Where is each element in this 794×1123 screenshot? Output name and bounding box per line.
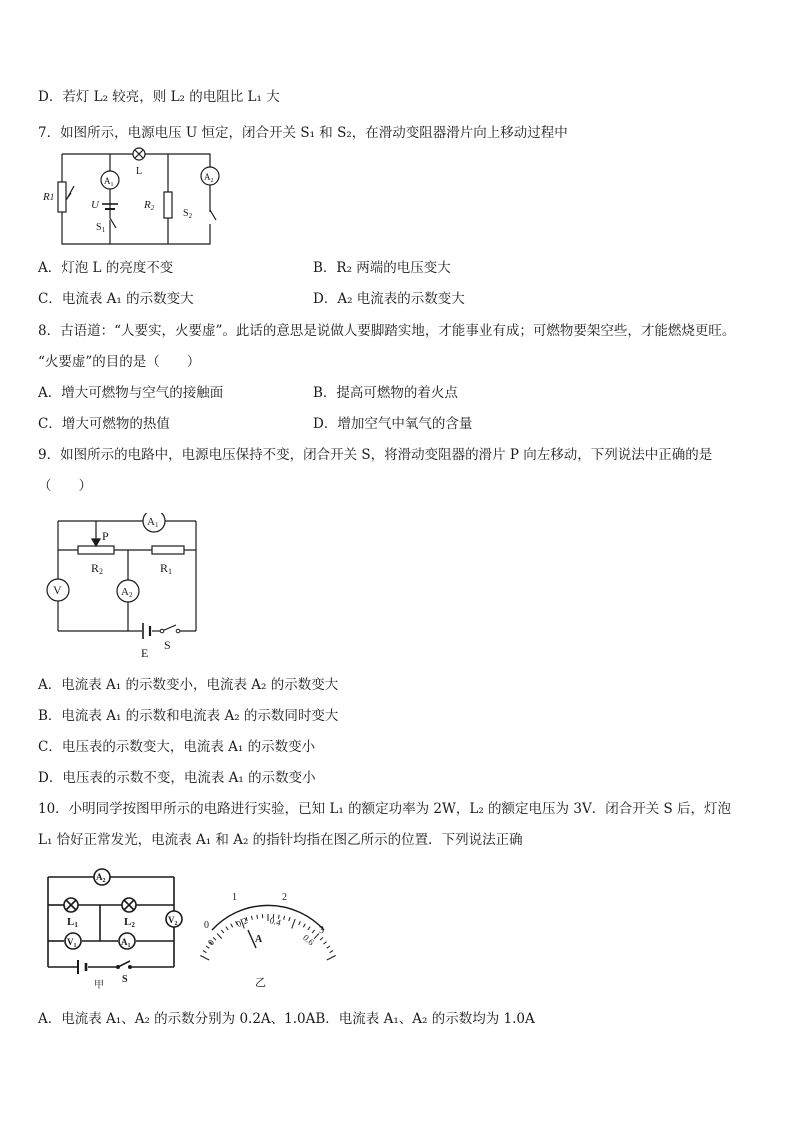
q7-s2-label: $S_2$ [183,208,193,220]
dial-tick [324,942,327,945]
dial-tick [203,951,206,953]
dial-tick [320,937,323,940]
dial-tick [289,917,290,921]
q10-stem-line2: L₁ 恰好正常发光，电流表 A₁ 和 A₂ 的指针均指在图乙所示的位置．下列说法正确 [38,832,523,848]
dial-top-0: 1 [232,892,237,903]
dial-tick [308,927,310,930]
dial-bottom-0: 0 [205,937,217,948]
dial-tick [226,927,228,930]
q7-s1-label: $S_1$ [96,222,106,234]
dial-tick [251,916,252,920]
dial-tick [231,924,233,928]
q8-stem-line2: “火要虚”的目的是（ ） [38,354,201,370]
q9-a1-label: A1 [147,516,159,529]
q10-v2-label: $V_2$ [168,915,178,927]
q10-fig-yi-caption: 乙 [255,977,266,989]
q8-option-d: D．增加空气中氧气的含量 [313,416,473,432]
q9-option-d: D．电压表的示数不变，电流表 A₁ 的示数变小 [38,770,316,786]
q10-ammeter-figure-yi [198,886,338,991]
q10-v1-label: $V_1$ [67,937,77,949]
dial-tick [312,930,315,933]
dial-bottom-04: 0.4 [268,915,283,928]
q7-option-a: A．灯泡 L 的亮度不变 [38,260,174,276]
q7-r1-label: R1 [43,191,55,203]
q10-s-label: S [122,974,128,985]
dial-bottom-02: 0.2 [234,915,250,930]
q9-r2-label: R2 [91,561,104,576]
q7-r2-label: R2 [144,199,155,212]
q7-option-c: C．电流表 A₁ 的示数变大 [38,291,194,307]
q9-option-a: A．电流表 A₁ 的示数变小，电流表 A₂ 的示数变大 [38,677,339,693]
q10-a2-label: $A_2$ [96,872,106,884]
dial-tick [284,916,285,920]
q6-option-d: D．若灯 L₂ 较亮，则 L₂ 的电阻比 L₁ 大 [38,89,280,105]
q7-a2-label: $A_2$ [204,172,214,184]
dial-unit: A [255,934,263,945]
dial-tick [200,956,209,961]
q9-a2-label: A2 [121,586,133,599]
dial-tick [206,946,209,948]
dial-top-zero: 0 [204,920,209,931]
q9-option-b: B．电流表 A₁ 的示数和电流表 A₂ 的示数同时变大 [38,708,339,724]
dial-tick [299,921,301,925]
q9-v-label: V [53,583,62,597]
q8-option-b: B．提高可燃物的着火点 [313,385,458,401]
q9-r1-label: R1 [160,561,173,576]
dial-tick [221,930,224,933]
q7-u-label: U [91,199,99,211]
q8-option-a: A．增大可燃物与空气的接触面 [38,385,224,401]
q7-option-b: B．R₂ 两端的电压变大 [313,260,451,276]
q10-option-a-b: A．电流表 A₁、A₂ 的示数分别为 0.2A、1.0AB．电流表 A₁、A₂ 的示数均为 1.0A [38,1011,535,1027]
q9-s-label: S [164,638,171,652]
q7-stem: 7．如图所示，电源电压 U 恒定，闭合开关 S₁ 和 S₂，在滑动变阻器滑片向上移动过程中 [38,125,568,141]
q9-stem-line1: 9．如图所示的电路中，电源电压保持不变，闭合开关 S，将滑动变阻器的滑片 P 向左移动，下列说法中正确的是 [38,447,713,463]
dial-bottom-06: 0.6 [301,932,317,948]
dial-tick [257,915,258,919]
dial-tick [327,956,336,961]
q9-option-c: C．电压表的示数变大，电流表 A₁ 的示数变小 [38,739,316,755]
q8-stem-line1: 8．古语道：“人要实，火要虚”。此话的意思是说做人要脚踏实地，才能事业有成；可燃物要架空些，才能燃烧更旺。 [38,323,736,339]
q10-fig-jia-caption: 甲 [94,980,104,990]
dial-tick [213,937,216,940]
q8-option-c: C．增大可燃物的热值 [38,416,170,432]
q10-a1-label: $A_1$ [121,937,131,949]
q7-a1-label: $A_1$ [104,176,114,188]
dial-tick [292,919,296,928]
q9-circuit-figure [38,513,208,663]
dial-top-3: 3 [319,925,324,936]
q10-stem-line1: 10．小明同学按图甲所示的电路进行实验，已知 L₁ 的额定功率为 2W，L₂ 的额定电压为 3V．闭合开关 S 后，灯泡 [38,801,732,817]
q10-l1-label: L1 [67,916,78,929]
q7-circuit-figure [38,146,228,250]
q10-circuit-figure-jia [40,865,185,990]
q9-e-label: E [141,646,149,660]
dial-tick [327,946,330,948]
dial-tick [303,924,305,928]
dial-tick [330,951,333,953]
q7-option-d: D．A₂ 电流表的示数变大 [313,291,465,307]
dial-tick [217,934,222,939]
q10-l2-label: L2 [124,916,135,929]
q9-stem-line2: （ ） [38,478,92,494]
dial-top-2: 2 [282,892,287,903]
q7-lamp-label: L [136,166,143,177]
q9-p-label: P [102,529,109,543]
